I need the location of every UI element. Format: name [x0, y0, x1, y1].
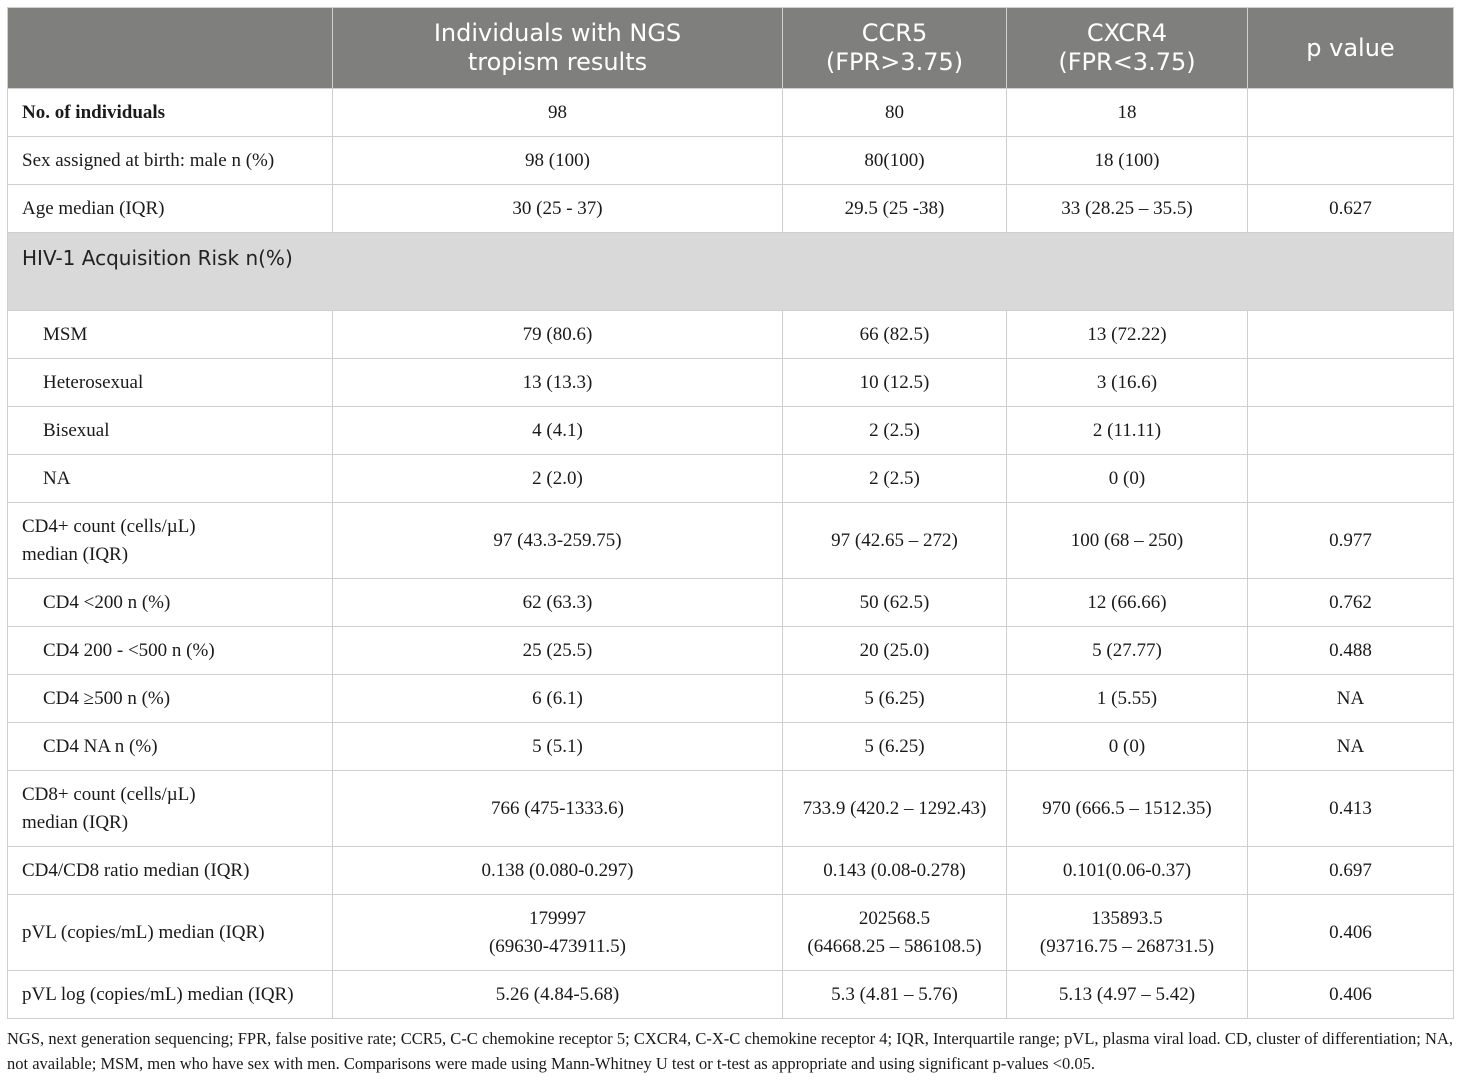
cell-line: 5 (5.1) — [532, 735, 583, 757]
row-label — [8, 579, 333, 627]
section-row — [8, 233, 1454, 311]
cell-line: 30 (25 - 37) — [512, 197, 603, 219]
cell-line: 1 (5.55) — [1096, 687, 1158, 709]
cell-line: 79 (80.6) — [522, 323, 593, 345]
header-cxcr4 — [1007, 8, 1248, 89]
row-label — [8, 89, 333, 137]
cell-line: 5 (6.25) — [864, 687, 925, 709]
cell-ccr5 — [783, 771, 1007, 847]
cell-line: 97 (42.65 – 272) — [831, 529, 958, 551]
cell-line: median (IQR) — [22, 811, 129, 833]
cell-cxcr4 — [1007, 359, 1248, 407]
cell-line: 10 (12.5) — [859, 371, 930, 393]
cell-line: 100 (68 – 250) — [1070, 529, 1184, 551]
table-row — [8, 895, 1454, 971]
cell-p-value — [1248, 137, 1454, 185]
cell-p-value — [1248, 89, 1454, 137]
cell-line: 5.3 (4.81 – 5.76) — [831, 983, 958, 1005]
cell-line: 80(100) — [864, 149, 925, 171]
table-row — [8, 847, 1454, 895]
cell-line: 2 (11.11) — [1092, 419, 1162, 441]
cell-line: median (IQR) — [22, 543, 129, 565]
cell-line: CD4/CD8 ratio median (IQR) — [22, 859, 250, 881]
table-row — [8, 723, 1454, 771]
cell-line: 2 (2.0) — [532, 467, 583, 489]
cell-line: NA — [1336, 687, 1365, 709]
cell-p-value — [1248, 579, 1454, 627]
cell-cxcr4 — [1007, 895, 1248, 971]
row-label — [8, 185, 333, 233]
cell-individuals — [333, 579, 783, 627]
header-line: Individuals with NGS — [433, 19, 682, 47]
cell-cxcr4 — [1007, 455, 1248, 503]
cell-p-value — [1248, 627, 1454, 675]
header-line: p value — [1306, 33, 1395, 62]
header-line: CCR5 — [861, 19, 928, 47]
cell-line: CD4 NA n (%) — [43, 735, 158, 757]
cell-individuals — [333, 971, 783, 1019]
cell-line: 5.13 (4.97 – 5.42) — [1058, 983, 1196, 1005]
cell-line: No. of individuals — [22, 101, 166, 123]
cell-line: 0.406 — [1329, 983, 1372, 1005]
cell-p-value — [1248, 359, 1454, 407]
row-label — [8, 503, 333, 579]
cell-ccr5 — [783, 895, 1007, 971]
header-line: CXCR4 — [1086, 19, 1168, 47]
cell-line: 0.406 — [1329, 921, 1372, 943]
cell-cxcr4 — [1007, 971, 1248, 1019]
cell-p-value — [1248, 503, 1454, 579]
cell-line: 0.138 (0.080-0.297) — [481, 859, 634, 881]
header-line: tropism results — [467, 48, 648, 76]
cell-cxcr4 — [1007, 723, 1248, 771]
cell-line: 135893.5 — [1091, 907, 1163, 929]
cell-ccr5 — [783, 971, 1007, 1019]
cell-cxcr4 — [1007, 137, 1248, 185]
table-row — [8, 579, 1454, 627]
cell-individuals — [333, 895, 783, 971]
cell-p-value — [1248, 455, 1454, 503]
cell-cxcr4 — [1007, 675, 1248, 723]
cell-line: (93716.75 – 268731.5) — [1039, 935, 1215, 957]
row-label — [8, 847, 333, 895]
cell-ccr5 — [783, 89, 1007, 137]
cell-individuals — [333, 407, 783, 455]
cell-cxcr4 — [1007, 847, 1248, 895]
cell-line: CD8+ count (cells/µL) — [22, 783, 196, 805]
cell-individuals — [333, 89, 783, 137]
cell-line: 80 — [885, 101, 904, 123]
cell-line: 18 — [1117, 101, 1137, 123]
cell-line: 202568.5 — [858, 907, 931, 929]
cell-line: 0 (0) — [1108, 735, 1146, 757]
table-row — [8, 503, 1454, 579]
header-row — [8, 8, 1454, 89]
cell-line: pVL log (copies/mL) median (IQR) — [22, 983, 294, 1005]
header-label-cell — [8, 8, 333, 89]
cell-cxcr4 — [1007, 311, 1248, 359]
cell-ccr5 — [783, 407, 1007, 455]
data-table — [7, 7, 1454, 1019]
row-label — [8, 137, 333, 185]
cell-line: 25 (25.5) — [522, 639, 593, 661]
cell-line: 29.5 (25 -38) — [844, 197, 945, 219]
header-individuals — [333, 8, 783, 89]
cell-line: 5 (6.25) — [864, 735, 925, 757]
cell-line: (64668.25 – 586108.5) — [807, 935, 982, 957]
header-line: (FPR<3.75) — [1058, 48, 1196, 76]
row-label — [8, 455, 333, 503]
cell-line: 0.413 — [1329, 797, 1372, 819]
cell-individuals — [333, 627, 783, 675]
cell-line: 2 (2.5) — [869, 419, 920, 441]
cell-individuals — [333, 771, 783, 847]
table-row — [8, 455, 1454, 503]
cell-ccr5 — [783, 137, 1007, 185]
cell-line: 766 (475-1333.6) — [491, 797, 624, 819]
row-label — [8, 407, 333, 455]
row-label — [8, 895, 333, 971]
cell-individuals — [333, 185, 783, 233]
cell-cxcr4 — [1007, 407, 1248, 455]
cell-line: NA — [1336, 735, 1365, 757]
cell-line: CD4+ count (cells/µL) — [22, 515, 196, 537]
cell-cxcr4 — [1007, 627, 1248, 675]
cell-line: 0 (0) — [1108, 467, 1146, 489]
cell-line: 0.977 — [1329, 529, 1372, 551]
section-heading — [8, 233, 1454, 311]
cell-line: 13 (13.3) — [522, 371, 593, 393]
cell-line: Age median (IQR) — [22, 197, 165, 219]
cell-line: pVL (copies/mL) median (IQR) — [22, 921, 265, 943]
table-row — [8, 627, 1454, 675]
cell-line: 0.627 — [1329, 197, 1372, 219]
cell-individuals — [333, 455, 783, 503]
table-row — [8, 137, 1454, 185]
section-heading-text: HIV-1 Acquisition Risk n(%) — [22, 246, 293, 270]
header-ccr5 — [783, 8, 1007, 89]
cell-line: 20 (25.0) — [859, 639, 930, 661]
table-footnote: NGS, next generation sequencing; FPR, false positive rate; CCR5, C-C chemokine receptor 5; CXCR4, C-X-C chemokine receptor 4; IQR, Interquartile range; pVL, plasma viral load. CD, cluster of differentiation; NA, not available; MSM, men who have sex with men. Comparisons were made using Mann-Whitney U test or t-test as appropriate and using significant p-values <0.05. — [7, 1029, 1453, 1073]
cell-line: 5.26 (4.84-5.68) — [495, 983, 620, 1005]
header-line: (FPR>3.75) — [825, 48, 964, 76]
cell-line: 970 (666.5 – 1512.35) — [1042, 797, 1212, 819]
cell-individuals — [333, 137, 783, 185]
cell-p-value — [1248, 971, 1454, 1019]
table-row — [8, 407, 1454, 455]
cell-individuals — [333, 723, 783, 771]
cell-p-value — [1248, 185, 1454, 233]
cell-ccr5 — [783, 359, 1007, 407]
cell-line: MSM — [43, 323, 88, 345]
cell-line: 50 (62.5) — [859, 591, 930, 613]
cell-line: CD4 ≥500 n (%) — [43, 687, 171, 709]
row-label — [8, 971, 333, 1019]
cell-p-value — [1248, 407, 1454, 455]
cell-cxcr4 — [1007, 503, 1248, 579]
cell-line: (69630-473911.5) — [488, 935, 627, 957]
row-label — [8, 311, 333, 359]
row-label — [8, 359, 333, 407]
cell-line: 66 (82.5) — [859, 323, 930, 345]
header-p-value — [1248, 8, 1454, 89]
cell-line: NA — [43, 467, 71, 489]
cell-ccr5 — [783, 675, 1007, 723]
cell-line: 5 (27.77) — [1092, 639, 1162, 661]
row-label — [8, 771, 333, 847]
table-row — [8, 311, 1454, 359]
cell-line: 62 (63.3) — [522, 591, 593, 613]
cell-p-value — [1248, 675, 1454, 723]
cell-p-value — [1248, 847, 1454, 895]
cell-cxcr4 — [1007, 771, 1248, 847]
row-label — [8, 723, 333, 771]
cell-line: 0.101(0.06-0.37) — [1062, 859, 1192, 881]
cell-cxcr4 — [1007, 579, 1248, 627]
row-label — [8, 627, 333, 675]
table-row — [8, 359, 1454, 407]
cell-ccr5 — [783, 723, 1007, 771]
cell-line: Heterosexual — [43, 371, 144, 393]
cell-p-value — [1248, 723, 1454, 771]
cell-ccr5 — [783, 627, 1007, 675]
cell-line: 98 (100) — [525, 149, 590, 171]
row-label — [8, 675, 333, 723]
table-row — [8, 771, 1454, 847]
cell-p-value — [1248, 311, 1454, 359]
cell-ccr5 — [783, 847, 1007, 895]
table-row — [8, 185, 1454, 233]
cell-line: 13 (72.22) — [1087, 323, 1167, 345]
cell-line: 4 (4.1) — [532, 419, 583, 441]
cell-line: 0.488 — [1329, 639, 1372, 661]
cell-p-value — [1248, 771, 1454, 847]
table-row — [8, 89, 1454, 137]
cell-line: 12 (66.66) — [1087, 591, 1167, 613]
cell-line: 179997 — [529, 907, 586, 929]
cell-line: 0.697 — [1329, 859, 1372, 881]
cell-line: 97 (43.3-259.75) — [493, 529, 622, 551]
cell-line: CD4 <200 n (%) — [43, 591, 171, 613]
cell-line: 33 (28.25 – 35.5) — [1061, 197, 1193, 219]
cell-ccr5 — [783, 311, 1007, 359]
cell-line: 98 — [548, 101, 567, 123]
table-row — [8, 971, 1454, 1019]
cell-line: 733.9 (420.2 – 1292.43) — [802, 797, 987, 819]
cell-cxcr4 — [1007, 185, 1248, 233]
cell-individuals — [333, 359, 783, 407]
cell-individuals — [333, 503, 783, 579]
cell-cxcr4 — [1007, 89, 1248, 137]
cell-line: 0.762 — [1329, 591, 1372, 613]
cell-ccr5 — [783, 579, 1007, 627]
cell-line: 6 (6.1) — [532, 687, 583, 709]
cell-ccr5 — [783, 455, 1007, 503]
cell-individuals — [333, 675, 783, 723]
cell-individuals — [333, 311, 783, 359]
cell-line: 3 (16.6) — [1096, 371, 1158, 393]
cell-line: 18 (100) — [1094, 149, 1160, 171]
cell-p-value — [1248, 895, 1454, 971]
cell-line: 2 (2.5) — [869, 467, 920, 489]
cell-individuals — [333, 847, 783, 895]
cell-ccr5 — [783, 185, 1007, 233]
cell-line: Bisexual — [43, 419, 110, 441]
cell-line: 0.143 (0.08-0.278) — [823, 859, 966, 881]
table-row — [8, 675, 1454, 723]
cell-line: CD4 200 - <500 n (%) — [43, 639, 215, 661]
cell-line: Sex assigned at birth: male n (%) — [22, 149, 275, 171]
cell-ccr5 — [783, 503, 1007, 579]
